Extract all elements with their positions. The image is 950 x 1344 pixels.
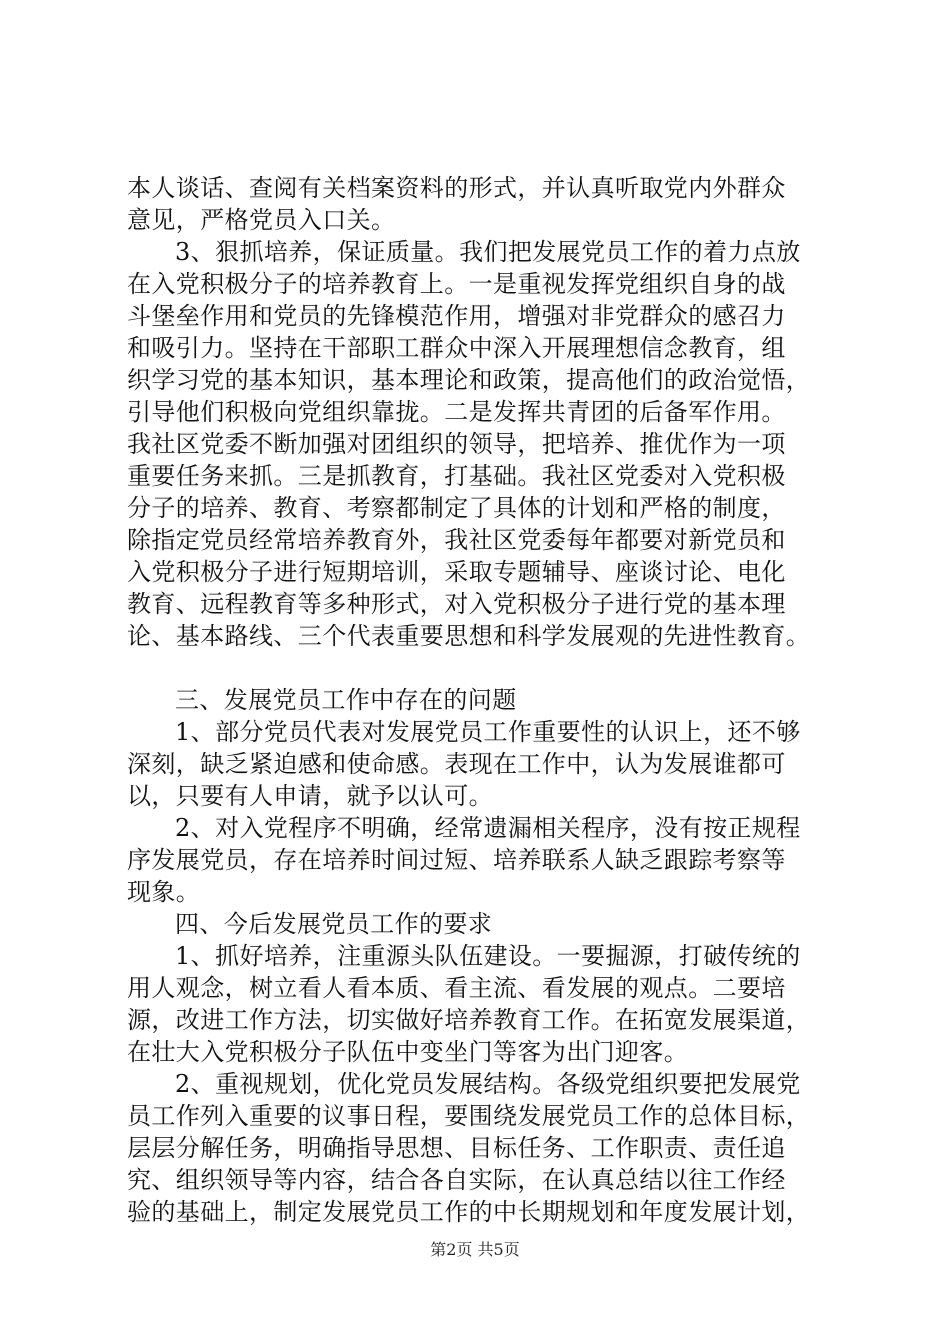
blank-line bbox=[127, 652, 853, 684]
text-line: 教育、远程教育等多种形式，对入党积极分子进行党的基本理 bbox=[127, 590, 786, 618]
paragraph-start: 2、对入党程序不明确，经常遗漏相关程序，没有按正规程 bbox=[175, 814, 801, 842]
text-line: 源，改进工作方法，切实做好培养教育工作。在拓宽发展渠道， bbox=[127, 1006, 811, 1034]
text-line: 员工作列入重要的议事日程，要围绕发展党员工作的总体目标， bbox=[127, 1102, 811, 1130]
text-line: 究、组织领导等内容，结合各自实际，在认真总结以往工作经 bbox=[127, 1166, 786, 1194]
text-line: 织学习党的基本知识，基本理论和政策，提高他们的政治觉悟， bbox=[127, 366, 811, 394]
text-line: 论、基本路线、三个代表重要思想和科学发展观的先进性教育。 bbox=[127, 622, 811, 650]
text-line: 深刻，缺乏紧迫感和使命感。表现在工作中，认为发展谁都可 bbox=[127, 750, 786, 778]
text-line: 入党积极分子进行短期培训，采取专题辅导、座谈讨论、电化 bbox=[127, 558, 786, 586]
text-line: 重要任务来抓。三是抓教育，打基础。我社区党委对入党积极 bbox=[127, 462, 786, 490]
text-line: 在壮大入党积极分子队伍中变坐门等客为出门迎客。 bbox=[127, 1038, 689, 1066]
text-line: 我社区党委不断加强对团组织的领导，把培养、推优作为一项 bbox=[127, 430, 786, 458]
text-line: 层层分解任务，明确指导思想、目标任务、工作职责、责任追 bbox=[127, 1134, 786, 1162]
text-line: 除指定党员经常培养教育外，我社区党委每年都要对新党员和 bbox=[127, 526, 786, 554]
text-line: 斗堡垒作用和党员的先锋模范作用，增强对非党群众的感召力 bbox=[127, 302, 786, 330]
paragraph-start: 1、部分党员代表对发展党员工作重要性的认识上，还不够 bbox=[175, 718, 801, 746]
text-line: 分子的培养、教育、考察都制定了具体的计划和严格的制度， bbox=[127, 494, 786, 522]
text-line: 现象。 bbox=[127, 878, 201, 906]
text-line: 用人观念，树立看人看本质、看主流、看发展的观点。二要培 bbox=[127, 974, 786, 1002]
document-body bbox=[127, 172, 853, 1228]
text-line: 和吸引力。坚持在干部职工群众中深入开展理想信念教育，组 bbox=[127, 334, 786, 362]
section-heading: 三、发展党员工作中存在的问题 bbox=[175, 686, 517, 714]
text-line: 序发展党员，存在培养时间过短、培养联系人缺乏跟踪考察等 bbox=[127, 846, 786, 874]
text-line: 引导他们积极向党组织靠拢。二是发挥共青团的后备军作用。 bbox=[127, 398, 786, 426]
text-line: 以，只要有人申请，就予以认可。 bbox=[127, 782, 493, 810]
paragraph-start: 3、狠抓培养，保证质量。我们把发展党员工作的着力点放 bbox=[175, 238, 801, 266]
section-heading: 四、今后发展党员工作的要求 bbox=[175, 910, 493, 938]
paragraph-start: 1、抓好培养，注重源头队伍建设。一要掘源，打破传统的 bbox=[175, 942, 801, 970]
text-line: 本人谈话、查阅有关档案资料的形式，并认真听取党内外群众 bbox=[127, 174, 786, 202]
page-number: 第2页 共5页 bbox=[430, 1240, 520, 1259]
text-line: 在入党积极分子的培养教育上。一是重视发挥党组织自身的战 bbox=[127, 270, 786, 298]
text-line: 意见，严格党员入口关。 bbox=[127, 206, 396, 234]
text-line: 验的基础上，制定发展党员工作的中长期规划和年度发展计划， bbox=[127, 1198, 811, 1226]
paragraph-start: 2、重视规划，优化党员发展结构。各级党组织要把发展党 bbox=[175, 1070, 801, 1098]
